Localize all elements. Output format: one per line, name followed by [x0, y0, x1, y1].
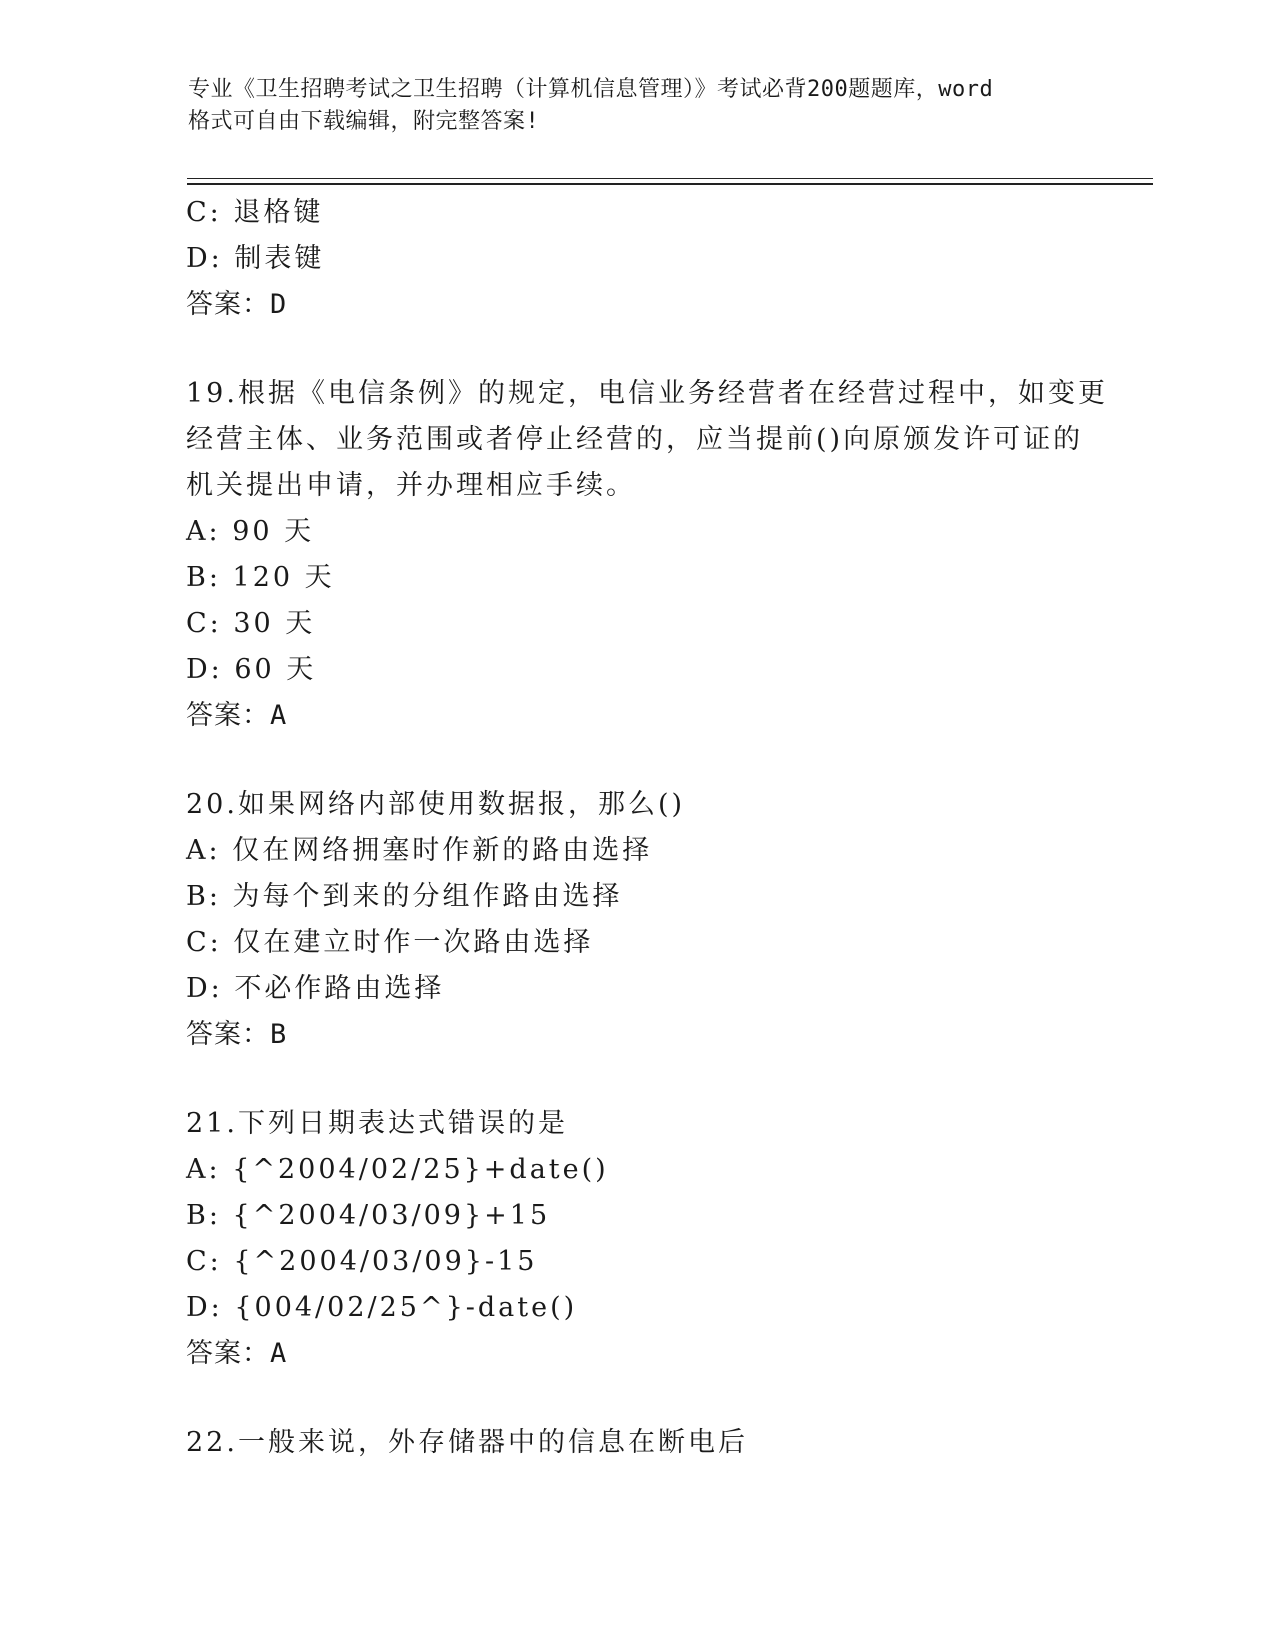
- option-label: A:: [186, 1154, 221, 1185]
- option-a: [186, 828, 1086, 874]
- option-d: [186, 1285, 1086, 1331]
- option-d: [186, 647, 1086, 693]
- option-label: D:: [186, 243, 223, 274]
- option-c: [186, 601, 1086, 647]
- option-label: D:: [186, 1292, 223, 1323]
- option-b: [186, 1193, 1086, 1239]
- answer: 答案：B: [186, 1019, 288, 1050]
- answer: 答案：A: [186, 700, 288, 731]
- question-20: [186, 782, 1086, 1058]
- option-d: [186, 236, 1086, 282]
- question-stem-line: 机关提出申请，并办理相应手续。: [186, 470, 636, 501]
- option-text: {^2004/03/09}-15: [233, 1246, 538, 1277]
- question-stem-line: 19.根据《电信条例》的规定，电信业务经营者在经营过程中，如变更: [186, 378, 1108, 409]
- option-a: [186, 509, 1086, 555]
- option-b: [186, 874, 1086, 920]
- question-18-tail: [186, 190, 1086, 328]
- option-text: 120 天: [232, 562, 335, 593]
- question-19: [186, 371, 1108, 739]
- option-text: 退格键: [233, 197, 324, 228]
- option-label: C:: [186, 927, 222, 958]
- option-text: 不必作路由选择: [234, 973, 445, 1004]
- header-line-1: 专业《卫生招聘考试之卫生招聘（计算机信息管理）》考试必背200题题库，word: [188, 77, 994, 102]
- option-text: 仅在网络拥塞时作新的路由选择: [232, 835, 653, 866]
- option-c: [186, 190, 1086, 236]
- option-label: C:: [186, 608, 222, 639]
- option-text: 30 天: [233, 608, 316, 639]
- option-text: {^2004/02/25}+date(): [232, 1154, 609, 1185]
- option-label: A:: [186, 516, 221, 547]
- option-text: 仅在建立时作一次路由选择: [233, 927, 594, 958]
- header-rule-thick: [187, 183, 1153, 185]
- option-text: 90 天: [232, 516, 315, 547]
- option-text: 为每个到来的分组作路由选择: [232, 881, 623, 912]
- option-a: [186, 1147, 1086, 1193]
- option-text: {004/02/25^}-date(): [234, 1292, 578, 1323]
- header-line-2: 格式可自由下载编辑，附完整答案!: [188, 109, 540, 134]
- option-text: 制表键: [234, 243, 325, 274]
- option-c: [186, 1239, 1086, 1285]
- question-stem-line: 经营主体、业务范围或者停止经营的，应当提前()向原颁发许可证的: [186, 424, 1084, 455]
- option-b: [186, 555, 1086, 601]
- option-label: B:: [186, 881, 221, 912]
- header-rule-thin: [187, 178, 1153, 179]
- option-label: D:: [186, 973, 223, 1004]
- option-label: D:: [186, 654, 223, 685]
- option-text: 60 天: [234, 654, 317, 685]
- option-c: [186, 920, 1086, 966]
- question-stem-line: 22.一般来说，外存储器中的信息在断电后: [186, 1427, 748, 1458]
- question-stem-line: 21.下列日期表达式错误的是: [186, 1108, 568, 1139]
- question-content: [186, 190, 1108, 1466]
- question-stem-line: 20.如果网络内部使用数据报，那么(): [186, 789, 686, 820]
- option-d: [186, 966, 1086, 1012]
- question-21: [186, 1101, 1086, 1377]
- answer: 答案：D: [186, 289, 288, 320]
- option-label: B:: [186, 562, 221, 593]
- document-header: [188, 74, 1088, 138]
- answer: 答案：A: [186, 1338, 288, 1369]
- option-label: C:: [186, 1246, 222, 1277]
- option-label: B:: [186, 1200, 221, 1231]
- option-text: {^2004/03/09}+15: [232, 1200, 551, 1231]
- question-22: [186, 1420, 1086, 1466]
- option-label: A:: [186, 835, 221, 866]
- option-label: C:: [186, 197, 222, 228]
